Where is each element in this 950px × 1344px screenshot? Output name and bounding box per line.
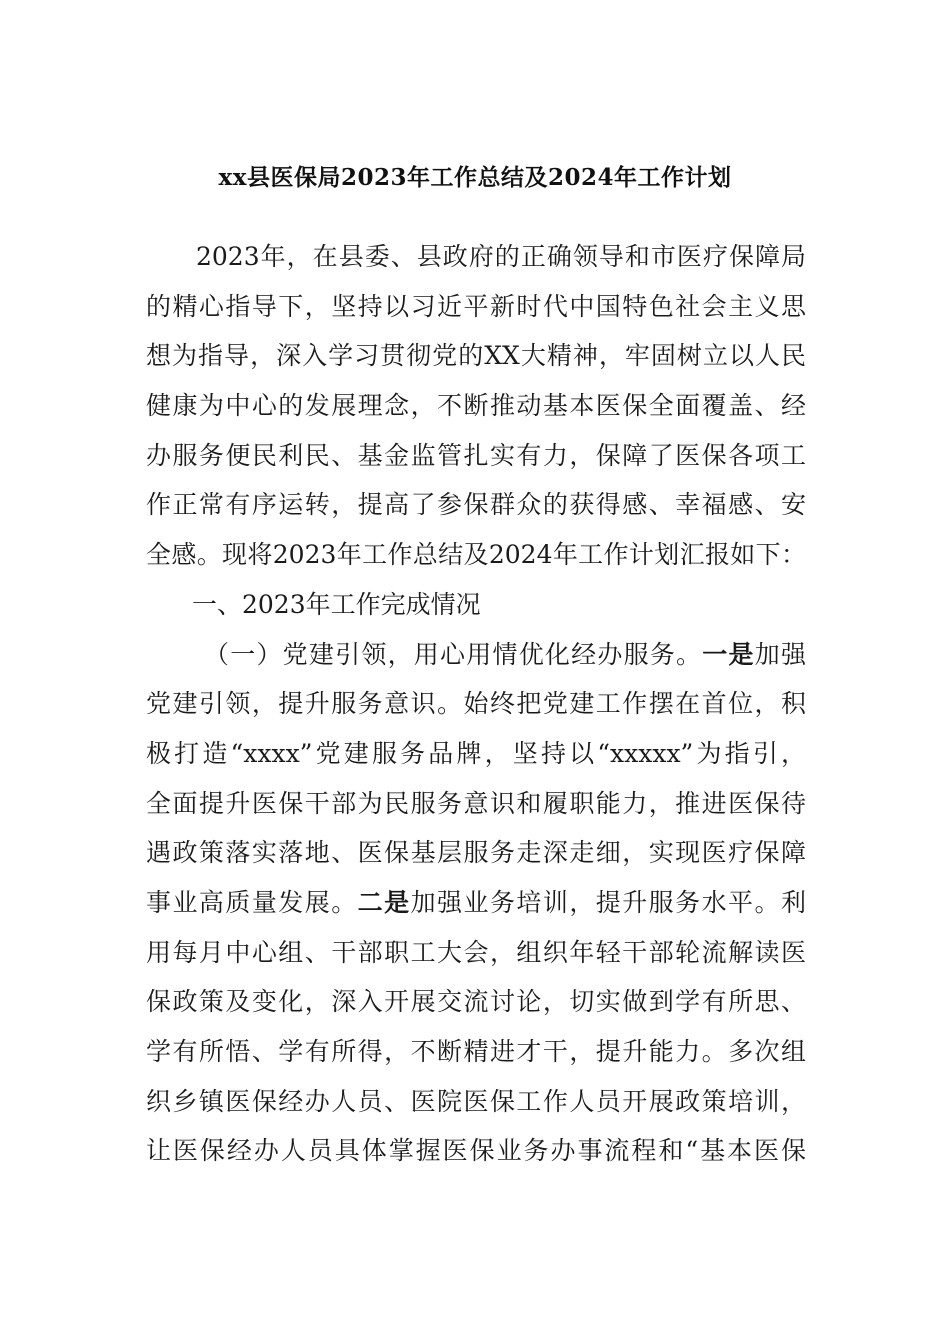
subsection-line-2: 党建引领，提升服务意识。始终把党建工作摆在首位，积: [146, 689, 806, 719]
document-body: [146, 232, 806, 1176]
subsection-line-1: [146, 630, 806, 680]
section-heading: 一、2023年工作完成情况: [192, 589, 481, 619]
point-one-label: 一是: [702, 639, 755, 669]
subsection-line-11: 让医保经办人员具体掌握医保业务办事流程和“基本医保: [146, 1136, 806, 1166]
subsection-line-4: 全面提升医保干部为民服务意识和履职能力，推进医保待: [146, 788, 806, 818]
subsection-line-7: 用每月中心组、干部职工大会，组织年轻干部轮流解读医: [146, 937, 806, 967]
document-title: xx县医保局2023年工作总结及2024年工作计划: [218, 164, 732, 191]
subsection-line-5: 遇政策落实落地、医保基层服务走深走细，实现医疗保障: [146, 838, 806, 868]
intro-line-2: 的精心指导下，坚持以习近平新时代中国特色社会主义思: [146, 291, 806, 321]
subsection-line-6: [146, 878, 806, 928]
intro-line-5: 办服务便民利民、基金监管扎实有力，保障了医保各项工: [146, 440, 806, 470]
subsection-line-3: 极打造“xxxx”党建服务品牌，坚持以“xxxxx”为指引，: [146, 738, 806, 768]
subsection-line-1-tail: 加强: [754, 639, 806, 669]
intro-line-6: 作正常有序运转，提高了参保群众的获得感、幸福感、安: [146, 490, 806, 520]
subsection-line-6-tail: 加强业务培训，提升服务水平。利: [410, 887, 806, 917]
point-two-label: 二是: [357, 887, 411, 917]
intro-line-4: 健康为中心的发展理念，不断推动基本医保全面覆盖、经: [146, 391, 806, 421]
subsection-line-8: 保政策及变化，深入开展交流讨论，切实做到学有所思、: [146, 987, 806, 1017]
subsection-heading: （一）党建引领，用心用情优化经办服务。: [204, 639, 703, 669]
intro-line-1: 2023年，在县委、县政府的正确领导和市医疗保障局: [196, 242, 806, 271]
subsection-line-10: 织乡镇医保经办人员、医院医保工作人员开展政策培训，: [146, 1086, 806, 1116]
subsection-line-6-head: 事业高质量发展。: [146, 887, 358, 917]
subsection-line-9: 学有所悟、学有所得，不断精进才干，提升能力。多次组: [146, 1037, 806, 1066]
intro-line-7: 全感。现将2023年工作总结及2024年工作计划汇报如下：: [146, 540, 806, 570]
intro-line-3: 想为指导，深入学习贯彻党的XX大精神，牢固树立以人民: [146, 341, 806, 371]
